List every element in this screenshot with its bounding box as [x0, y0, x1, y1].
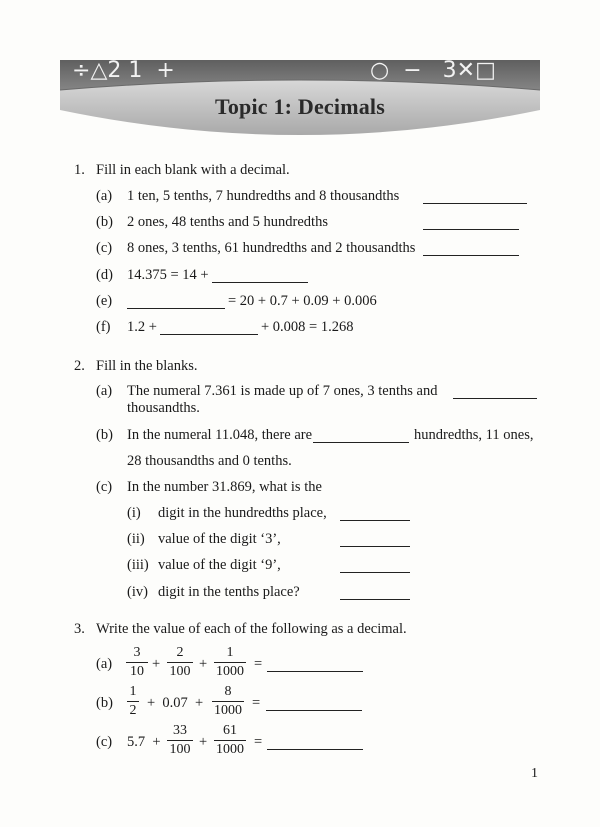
q3a-f3-numerator: 1: [226, 645, 234, 660]
q3c-plus: +: [199, 734, 208, 750]
math-symbols-right: [370, 58, 496, 83]
q1d-label: (d): [96, 267, 113, 283]
triangle-symbol: △: [90, 58, 108, 83]
two-symbol: 2: [107, 58, 122, 83]
q1c-label: (c): [96, 240, 113, 256]
q1e-label: (e): [96, 293, 113, 309]
q3b-f2-numerator: 8: [224, 684, 232, 699]
q3c-f1-denominator: 100: [169, 742, 191, 757]
q3a-fraction-3: [214, 645, 246, 680]
minus-symbol: −: [403, 58, 422, 83]
q1f-post: + 0.008 = 1.268: [261, 319, 354, 335]
q3c-pre: 5.7 +: [127, 734, 161, 750]
q3b-f1-numerator: 1: [129, 684, 137, 699]
circle-symbol: ○: [370, 58, 390, 83]
q3a-label: (a): [96, 656, 113, 672]
q2c-iii-label: (iii): [127, 557, 149, 573]
q3a-f2-denominator: 100: [169, 664, 191, 679]
q3c-f1-numerator: 33: [173, 723, 187, 738]
q2-number: 2.: [74, 358, 85, 374]
q1a-text: 1 ten, 5 tenths, 7 hundredths and 8 thousandths: [127, 188, 400, 204]
q3a-f1-denominator: 10: [130, 664, 144, 679]
q3a-fraction-2: [167, 645, 193, 680]
divide-symbol: ÷: [72, 58, 91, 83]
three-symbol: 3: [442, 58, 457, 83]
q3b-f1-denominator: 2: [129, 703, 137, 718]
q3a-f2-numerator: 2: [176, 645, 184, 660]
plus-symbol: +: [156, 58, 175, 83]
q3b-fraction-2: [212, 684, 244, 719]
q1d-blank[interactable]: [212, 282, 308, 283]
page-number: 1: [531, 766, 538, 781]
q3a-plus-2: +: [199, 656, 208, 672]
q1a-blank[interactable]: [423, 203, 527, 204]
q3a-plus-1: +: [152, 656, 161, 672]
q2a-blank[interactable]: [453, 398, 537, 399]
q1e-text: = 20 + 0.7 + 0.09 + 0.006: [228, 293, 377, 309]
q3a-f1-numerator: 3: [133, 645, 141, 660]
q1f-pre: 1.2 +: [127, 319, 157, 335]
q1c-blank[interactable]: [423, 255, 519, 256]
q2c-ii-blank[interactable]: [340, 546, 410, 547]
q3-prompt: Write the value of each of the following as a decimal.: [96, 621, 407, 637]
q3b-label: (b): [96, 695, 113, 711]
q2c-i-label: (i): [127, 505, 141, 521]
math-symbols-left: [72, 58, 175, 83]
q2c-iii-text: value of the digit ‘9’,: [158, 557, 281, 573]
q3c-blank[interactable]: [267, 749, 363, 750]
q3c-label: (c): [96, 734, 113, 750]
q3-number: 3.: [74, 621, 85, 637]
q3b-f2-denominator: 1000: [214, 703, 242, 718]
q1-number: 1.: [74, 162, 85, 178]
q1d-text: 14.375 = 14 +: [127, 267, 209, 283]
q2c-iv-label: (iv): [127, 584, 148, 600]
q3b-middle: + 0.07 +: [147, 695, 204, 711]
q2c-iv-blank[interactable]: [340, 599, 410, 600]
q2c-i-blank[interactable]: [340, 520, 410, 521]
q3a-fraction-1: [126, 645, 148, 680]
page-title: Topic 1: Decimals: [214, 94, 386, 119]
q2c-ii-text: value of the digit ‘3’,: [158, 531, 281, 547]
q2a-line2: thousandths.: [127, 400, 200, 416]
q3b-fraction-1: [127, 684, 139, 719]
q2c-iii-blank[interactable]: [340, 572, 410, 573]
q2b-blank[interactable]: [313, 442, 409, 443]
q1e-blank[interactable]: [127, 308, 225, 309]
q2c-text: In the number 31.869, what is the: [127, 479, 322, 495]
q3c-f2-denominator: 1000: [216, 742, 244, 757]
times-symbol: ✕: [456, 58, 476, 83]
q2c-i-text: digit in the hundredths place,: [158, 505, 327, 521]
q2-prompt: Fill in the blanks.: [96, 358, 198, 374]
q3b-blank[interactable]: [266, 710, 362, 711]
q3c-f2-numerator: 61: [223, 723, 237, 738]
topic-banner: [60, 60, 540, 140]
q3b-equals: =: [252, 695, 261, 711]
q3a-f3-denominator: 1000: [216, 664, 244, 679]
q2b-label: (b): [96, 427, 113, 443]
q3a-blank[interactable]: [267, 671, 363, 672]
q2c-ii-label: (ii): [127, 531, 145, 547]
q1-prompt: Fill in each blank with a decimal.: [96, 162, 290, 178]
q1b-text: 2 ones, 48 tenths and 5 hundredths: [127, 214, 328, 230]
one-symbol: 1: [128, 58, 143, 83]
q3c-fraction-2: [214, 723, 246, 758]
q1f-label: (f): [96, 319, 111, 335]
q3a-equals: =: [254, 656, 263, 672]
q2b-post: hundredths, 11 ones,: [414, 427, 534, 443]
square-symbol: □: [475, 58, 496, 83]
q1c-text: 8 ones, 3 tenths, 61 hundredths and 2 thousandths: [127, 240, 416, 256]
q1f-blank[interactable]: [160, 334, 258, 335]
q2b-pre: In the numeral 11.048, there are: [127, 427, 313, 443]
q2a-label: (a): [96, 383, 113, 399]
q2c-iv-text: digit in the tenths place?: [158, 584, 300, 600]
q2c-label: (c): [96, 479, 113, 495]
q1b-blank[interactable]: [423, 229, 519, 230]
q3c-equals: =: [254, 734, 263, 750]
q2a-line1: The numeral 7.361 is made up of 7 ones, 3 tenths and: [127, 383, 438, 399]
q1b-label: (b): [96, 214, 113, 230]
q1a-label: (a): [96, 188, 113, 204]
q3c-fraction-1: [167, 723, 193, 758]
q2b-line2: 28 thousandths and 0 tenths.: [127, 453, 292, 469]
